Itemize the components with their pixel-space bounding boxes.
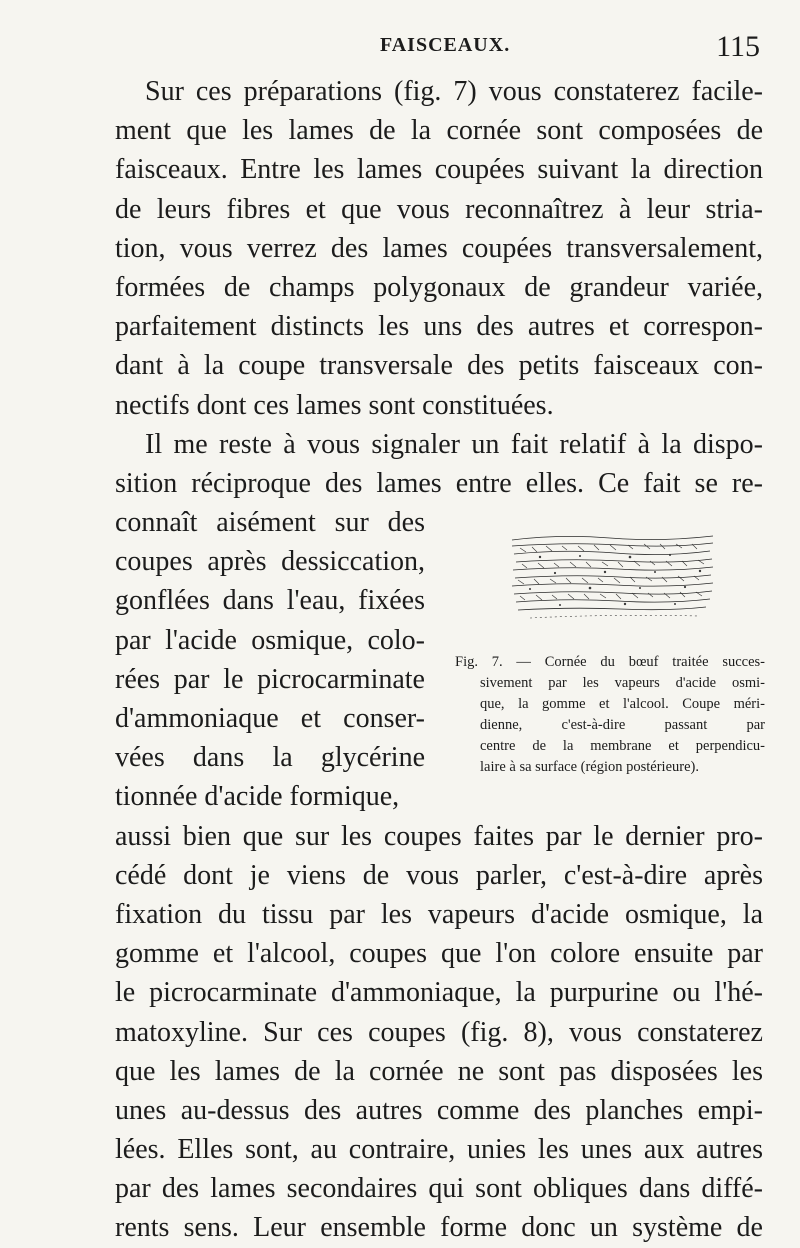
caption-line: laire à sa surface (région postérieure). [480,759,699,775]
text-line: unes au-dessus des autres comme des planches empi- [115,1094,763,1126]
text-line: parfaitement distincts les uns des autres et correspon- [115,311,763,343]
text-line: que les lames de la cornée ne sont pas disposées les [115,1055,763,1087]
page-number: 115 [716,30,760,63]
running-title: FAISCEAUX. [380,34,511,56]
text-line: ment que les lames de la cornée sont composées de [115,115,763,147]
text-line: coupes après dessiccation, [115,546,425,578]
figure-caption [455,652,765,778]
text-line: Il me reste à vous signaler un fait relatif à la dispo- [145,428,763,460]
text-line: de leurs fibres et que vous reconnaîtrez à leur stria- [115,193,763,225]
cornea-section-illustration [510,532,715,624]
text-line: d'ammoniaque et conser- [115,703,425,734]
text-line: sition réciproque des lames entre elles. Ce fait se re- [115,467,763,499]
caption-line: centre de la membrane et perpendicu- [480,738,765,754]
text-line: dant à la coupe transversale des petits faisceaux con- [115,350,763,382]
figure-7 [455,530,765,780]
text-line: gonflées dans l'eau, fixées [115,585,425,617]
text-line: aussi bien que sur les coupes faites par le dernier pro- [115,820,763,852]
caption-line: dienne, c'est-à-dire passant par [480,717,765,733]
text-line: formées de champs polygonaux de grandeur variée, [115,271,763,303]
text-line: le picrocarminate d'ammoniaque, la purpurine ou l'hé- [115,977,763,1009]
text-line: rées par le picrocarminate [115,663,425,695]
text-line: par des lames secondaires qui sont obliques dans diffé- [115,1173,763,1205]
caption-line: que, la gomme et l'alcool. Coupe méri- [480,696,765,712]
text-line: vées dans la glycérine [115,742,425,774]
text-line: rents sens. Leur ensemble forme donc un système de [115,1212,763,1244]
page-header [110,30,760,66]
text-line: matoxyline. Sur ces coupes (fig. 8), vous constaterez [115,1016,763,1048]
text-line: Sur ces préparations (fig. 7) vous constaterez facile- [145,76,763,107]
text-line: nectifs dont ces lames sont constituées. [115,389,554,421]
text-line: lées. Elles sont, au contraire, unies les unes aux autres [115,1134,763,1166]
text-line: faisceaux. Entre les lames coupées suivant la direction [115,154,763,186]
text-line: par l'acide osmique, colo- [115,624,425,656]
text-line: connaît aisément sur des [115,507,425,539]
text-line: fixation du tissu par les vapeurs d'acide osmique, la [115,898,763,930]
caption-line: sivement par les vapeurs d'acide osmi- [480,675,765,691]
text-line: cédé dont je viens de vous parler, c'est-à-dire après [115,859,763,891]
text-line: gomme et l'alcool, coupes que l'on colore ensuite par [115,938,763,970]
text-line: tionnée d'acide formique, [115,781,400,813]
text-line: tion, vous verrez des lames coupées transversalement, [115,232,763,264]
caption-line: Fig. 7. — Cornée du bœuf traitée succes- [455,654,765,670]
